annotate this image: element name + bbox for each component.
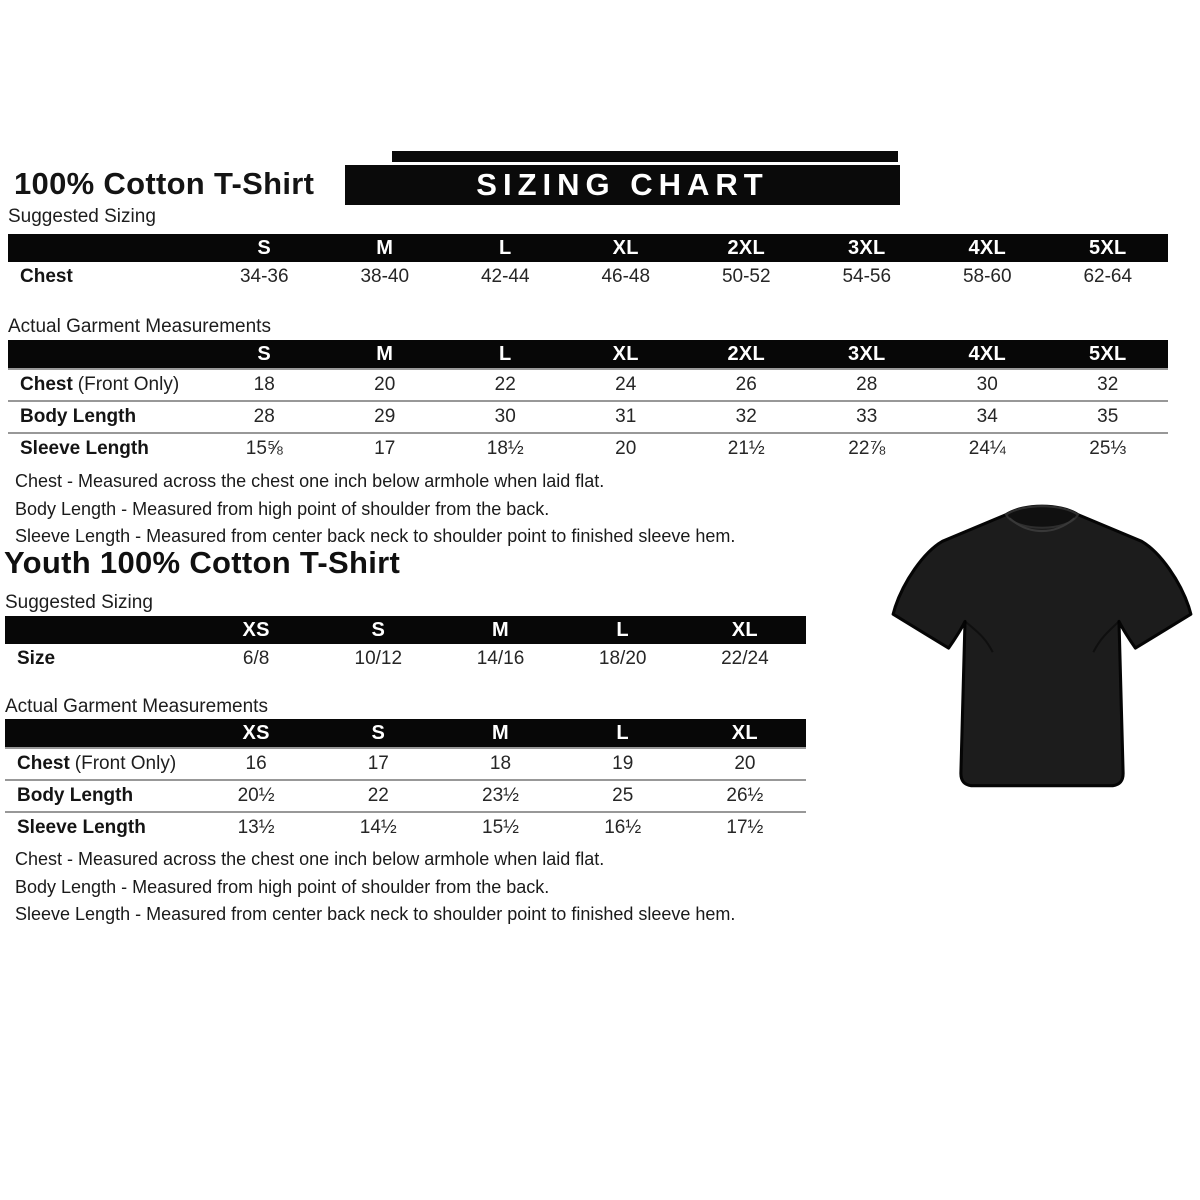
- cell-value: 38-40: [360, 266, 410, 287]
- cell-value: 17: [374, 438, 396, 459]
- row-label: Chest (Front Only): [17, 753, 177, 774]
- measurement-notes: [15, 846, 735, 929]
- youth-section-title: Youth 100% Cotton T-Shirt: [4, 545, 401, 580]
- size-col-header: 3XL: [847, 236, 886, 259]
- cell-value: 34: [976, 406, 998, 427]
- row-label: Chest: [20, 266, 73, 287]
- cell-value: 46-48: [601, 266, 651, 287]
- cell-value: 20: [615, 438, 637, 459]
- row-label: Chest (Front Only): [20, 374, 180, 395]
- youth-suggested-sizing-label: Suggested Sizing: [5, 592, 153, 613]
- note-line: Body Length - Measured from high point of shoulder from the back.: [15, 876, 550, 897]
- cell-value: 26: [735, 374, 757, 395]
- cell-value: 25: [612, 785, 634, 806]
- cell-value: 33: [856, 406, 878, 427]
- cell-value: 19: [612, 753, 634, 774]
- banner-top-stripe: [392, 151, 898, 162]
- cell-value: 21½: [727, 438, 765, 459]
- cell-value: 24¼: [968, 438, 1006, 459]
- cell-value: 18: [489, 753, 512, 774]
- size-col-header: 5XL: [1088, 236, 1127, 259]
- cell-value: 22/24: [721, 648, 769, 669]
- sizing-chart-banner: SIZING CHART: [345, 165, 900, 205]
- row-label: Size: [17, 648, 56, 669]
- cell-value: 6/8: [242, 648, 270, 669]
- youth-actual-measurements-label: Actual Garment Measurements: [5, 696, 268, 717]
- size-col-header: XL: [731, 721, 758, 744]
- measurement-notes: [15, 468, 735, 551]
- cell-value: 25⅓: [1089, 438, 1127, 459]
- note-line: Sleeve Length - Measured from center back neck to shoulder point to finished sleeve hem.: [15, 904, 736, 924]
- cell-value: 15½: [482, 817, 519, 838]
- table-row-body-length: [8, 400, 1168, 432]
- size-col-header: M: [492, 618, 509, 641]
- cell-value: 58-60: [962, 266, 1012, 287]
- cell-value: 31: [615, 406, 637, 427]
- adult-suggested-sizing-table: [8, 234, 1168, 292]
- note-line: Sleeve Length - Measured from center back neck to shoulder point to finished sleeve hem.: [15, 526, 736, 546]
- table-row-chest: [8, 368, 1168, 400]
- youth-suggested-sizing-table: [5, 616, 806, 674]
- cell-value: 62-64: [1083, 266, 1133, 287]
- table-row-chest: [8, 262, 1168, 292]
- cell-value: 20: [374, 374, 396, 395]
- adult-actual-measurements-table: [8, 340, 1168, 464]
- cell-value: 30: [976, 374, 998, 395]
- cell-value: 30: [494, 406, 516, 427]
- corner-cell: [5, 616, 195, 644]
- row-label: Sleeve Length: [20, 438, 149, 459]
- size-col-header: L: [616, 721, 629, 744]
- adult-actual-measurements-label: Actual Garment Measurements: [8, 316, 271, 337]
- size-col-header: XL: [612, 342, 639, 365]
- size-col-header: XL: [612, 236, 639, 259]
- corner-cell: [5, 719, 195, 747]
- cell-value: 22: [494, 374, 516, 395]
- size-col-header: L: [616, 618, 629, 641]
- size-col-header: XS: [242, 721, 270, 744]
- cell-value: 34-36: [239, 266, 289, 287]
- size-col-header: 4XL: [968, 342, 1007, 365]
- cell-value: 18: [253, 374, 275, 395]
- row-label: Body Length: [17, 785, 134, 806]
- corner-cell: [8, 340, 204, 368]
- cell-value: 17½: [726, 817, 764, 838]
- note-line: Body Length - Measured from high point of shoulder from the back.: [15, 498, 550, 519]
- table-row-body-length: [5, 779, 806, 811]
- size-col-header: M: [492, 721, 509, 744]
- table-header-row: [5, 719, 806, 747]
- cell-value: 15⅝: [245, 438, 283, 459]
- size-col-header: S: [371, 721, 386, 744]
- page-title: 100% Cotton T-Shirt: [14, 166, 315, 201]
- table-header-row: [8, 340, 1168, 368]
- table-row-size: [5, 644, 806, 674]
- cell-value: 20: [734, 753, 756, 774]
- table-row-sleeve-length: [5, 811, 806, 843]
- adult-suggested-sizing-label: Suggested Sizing: [8, 206, 156, 227]
- size-col-header: S: [257, 236, 272, 259]
- corner-cell: [8, 234, 204, 262]
- size-col-header: 2XL: [727, 342, 766, 365]
- cell-value: 23½: [482, 785, 519, 806]
- cell-value: 24: [615, 374, 637, 395]
- row-label: Body Length: [20, 406, 137, 427]
- cell-value: 22: [367, 785, 389, 806]
- size-col-header: XL: [731, 618, 758, 641]
- cell-value: 18½: [486, 438, 524, 459]
- cell-value: 20½: [237, 785, 275, 806]
- cell-value: 32: [735, 406, 757, 427]
- cell-value: 13½: [237, 817, 275, 838]
- note-line: Chest - Measured across the chest one inch below armhole when laid flat.: [15, 849, 605, 869]
- cell-value: 10/12: [354, 648, 403, 669]
- size-col-header: 3XL: [847, 342, 886, 365]
- size-col-header: M: [376, 342, 394, 365]
- cell-value: 17: [367, 753, 389, 774]
- cell-value: 28: [253, 406, 275, 427]
- size-col-header: M: [376, 236, 394, 259]
- cell-value: 54-56: [842, 266, 892, 287]
- cell-value: 29: [374, 406, 396, 427]
- cell-value: 42-44: [480, 266, 530, 287]
- table-header-row: [8, 234, 1168, 262]
- size-col-header: L: [498, 342, 512, 365]
- cell-value: 32: [1097, 374, 1119, 395]
- size-col-header: XS: [242, 618, 270, 641]
- cell-value: 14½: [359, 817, 397, 838]
- table-header-row: [5, 616, 806, 644]
- size-col-header: 4XL: [968, 236, 1007, 259]
- cell-value: 16½: [604, 817, 642, 838]
- cell-value: 14/16: [476, 648, 525, 669]
- row-label: Sleeve Length: [17, 817, 146, 838]
- size-col-header: S: [257, 342, 272, 365]
- note-line: Chest - Measured across the chest one inch below armhole when laid flat.: [15, 471, 605, 491]
- size-col-header: 5XL: [1088, 342, 1127, 365]
- cell-value: 16: [245, 753, 267, 774]
- cell-value: 28: [856, 374, 878, 395]
- cell-value: 50-52: [721, 266, 771, 287]
- youth-actual-measurements-table: [5, 719, 806, 843]
- cell-value: 26½: [726, 785, 764, 806]
- black-tshirt-image: [888, 486, 1196, 802]
- size-col-header: L: [498, 236, 512, 259]
- cell-value: 35: [1097, 406, 1119, 427]
- size-col-header: S: [371, 618, 386, 641]
- cell-value: 22⅞: [848, 438, 886, 459]
- cell-value: 18/20: [598, 648, 647, 669]
- size-col-header: 2XL: [727, 236, 766, 259]
- table-row-sleeve-length: [8, 432, 1168, 464]
- table-row-chest: [5, 747, 806, 779]
